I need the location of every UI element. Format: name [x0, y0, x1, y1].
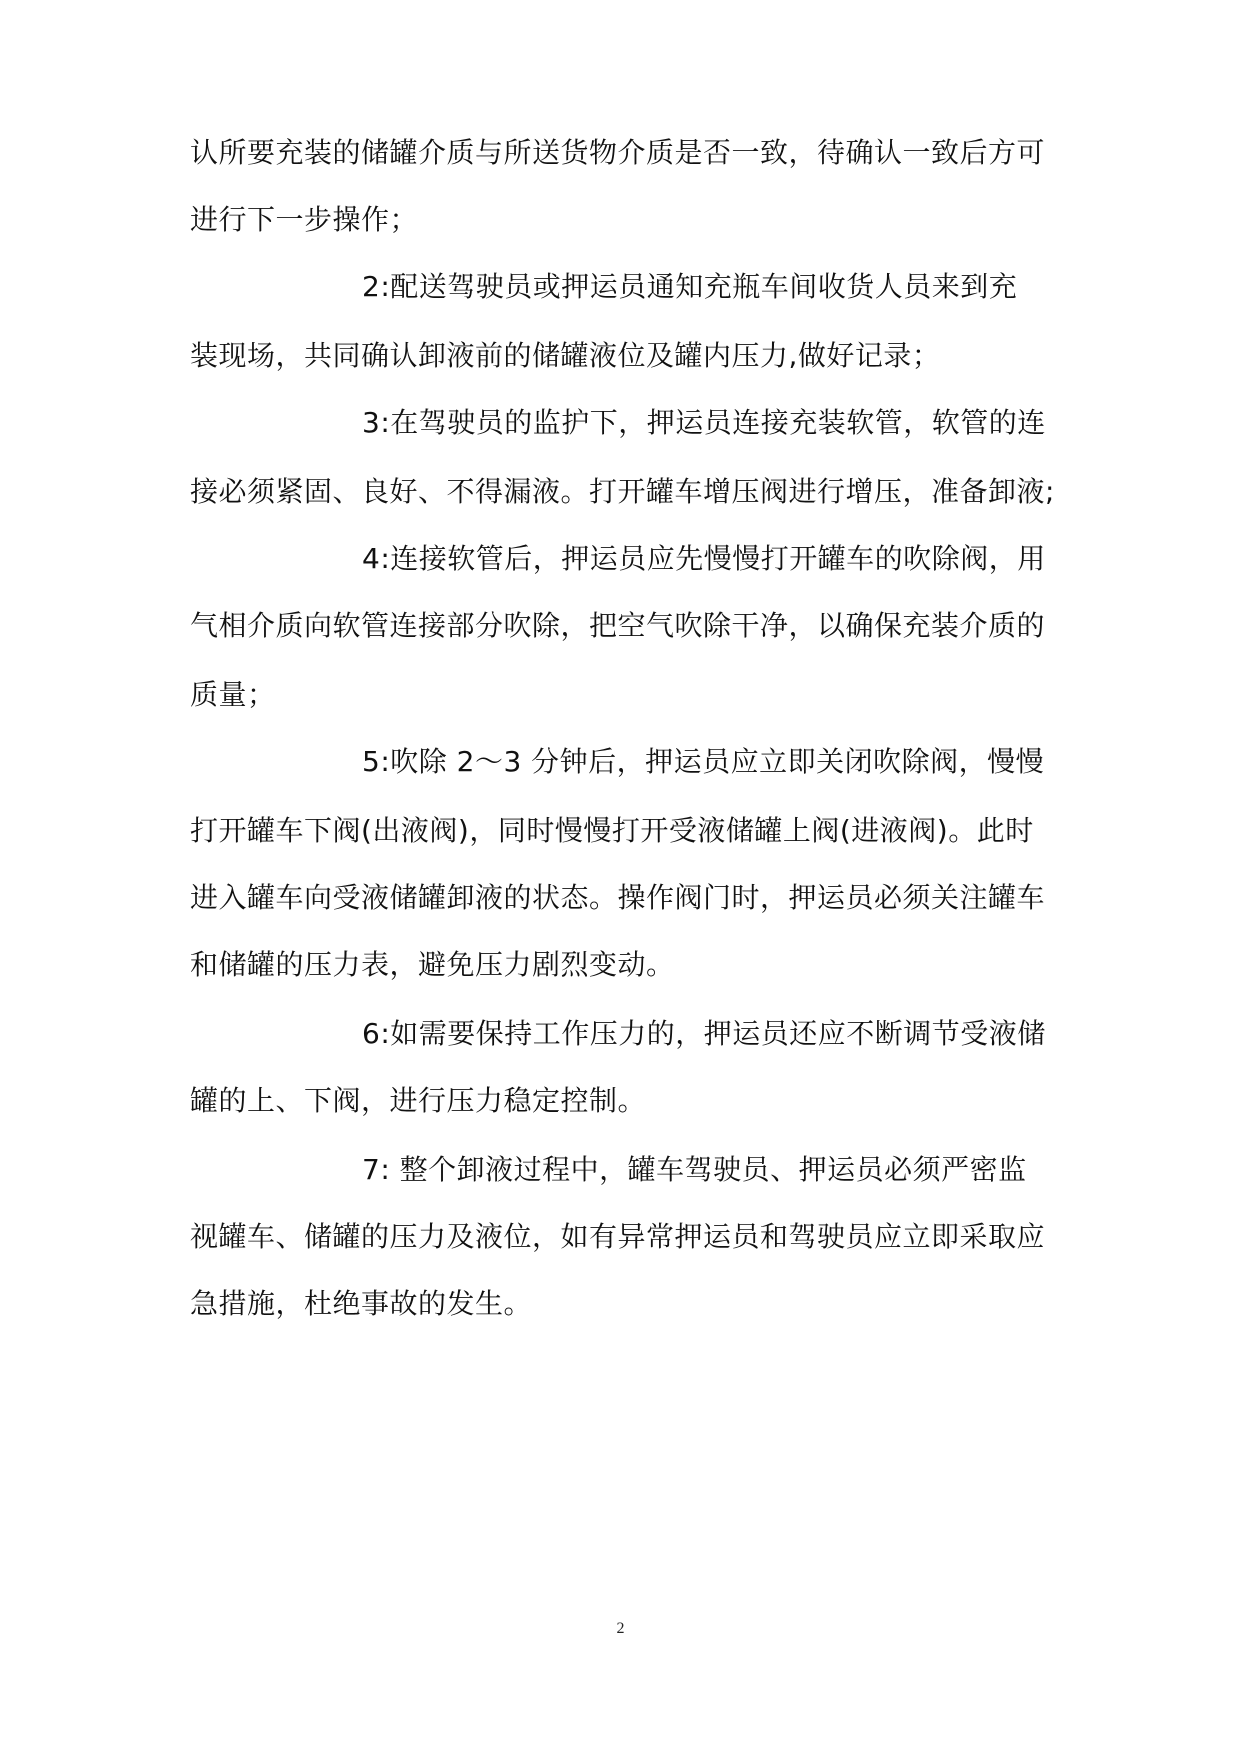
body-text-line: 视罐车、储罐的压力及液位，如有异常押运员和驾驶员应立即采取应 [190, 1220, 1046, 1253]
body-text-line: 装现场，共同确认卸液前的储罐液位及罐内压力,做好记录； [190, 339, 941, 372]
body-text-line: 罐的上、下阀，进行压力稳定控制。 [190, 1084, 647, 1117]
step-5-line: 5:吹除 2～3 分钟后，押运员应立即关闭吹除阀，慢慢 [362, 745, 1045, 778]
step-3-line: 3:在驾驶员的监护下，押运员连接充装软管，软管的连 [362, 406, 1046, 439]
step-7-line: 7: 整个卸液过程中，罐车驾驶员、押运员必须严密监 [362, 1153, 1027, 1186]
page-number: 2 [616, 1620, 625, 1637]
body-text-line: 和储罐的压力表，避免压力剧烈变动。 [190, 948, 675, 981]
step-2-line: 2:配送驾驶员或押运员通知充瓶车间收货人员来到充 [362, 270, 1018, 303]
body-text-line: 打开罐车下阀(出液阀)，同时慢慢打开受液储罐上阀(进液阀)。此时 [190, 814, 1034, 847]
body-text-line: 气相介质向软管连接部分吹除，把空气吹除干净，以确保充装介质的 [190, 609, 1046, 642]
body-text-line: 进行下一步操作； [190, 203, 419, 236]
body-text-line: 认所要充装的储罐介质与所送货物介质是否一致，待确认一致后方可 [190, 136, 1046, 169]
body-text-line: 进入罐车向受液储罐卸液的状态。操作阀门时，押运员必须关注罐车 [190, 881, 1046, 914]
body-text-line: 接必须紧固、良好、不得漏液。打开罐车增压阀进行增压，准备卸液; [190, 475, 1055, 508]
body-text-line: 质量； [190, 678, 276, 711]
body-text-line: 急措施，杜绝事故的发生。 [190, 1287, 533, 1320]
step-4-line: 4:连接软管后，押运员应先慢慢打开罐车的吹除阀，用 [362, 542, 1046, 575]
step-6-line: 6:如需要保持工作压力的，押运员还应不断调节受液储 [362, 1017, 1046, 1050]
